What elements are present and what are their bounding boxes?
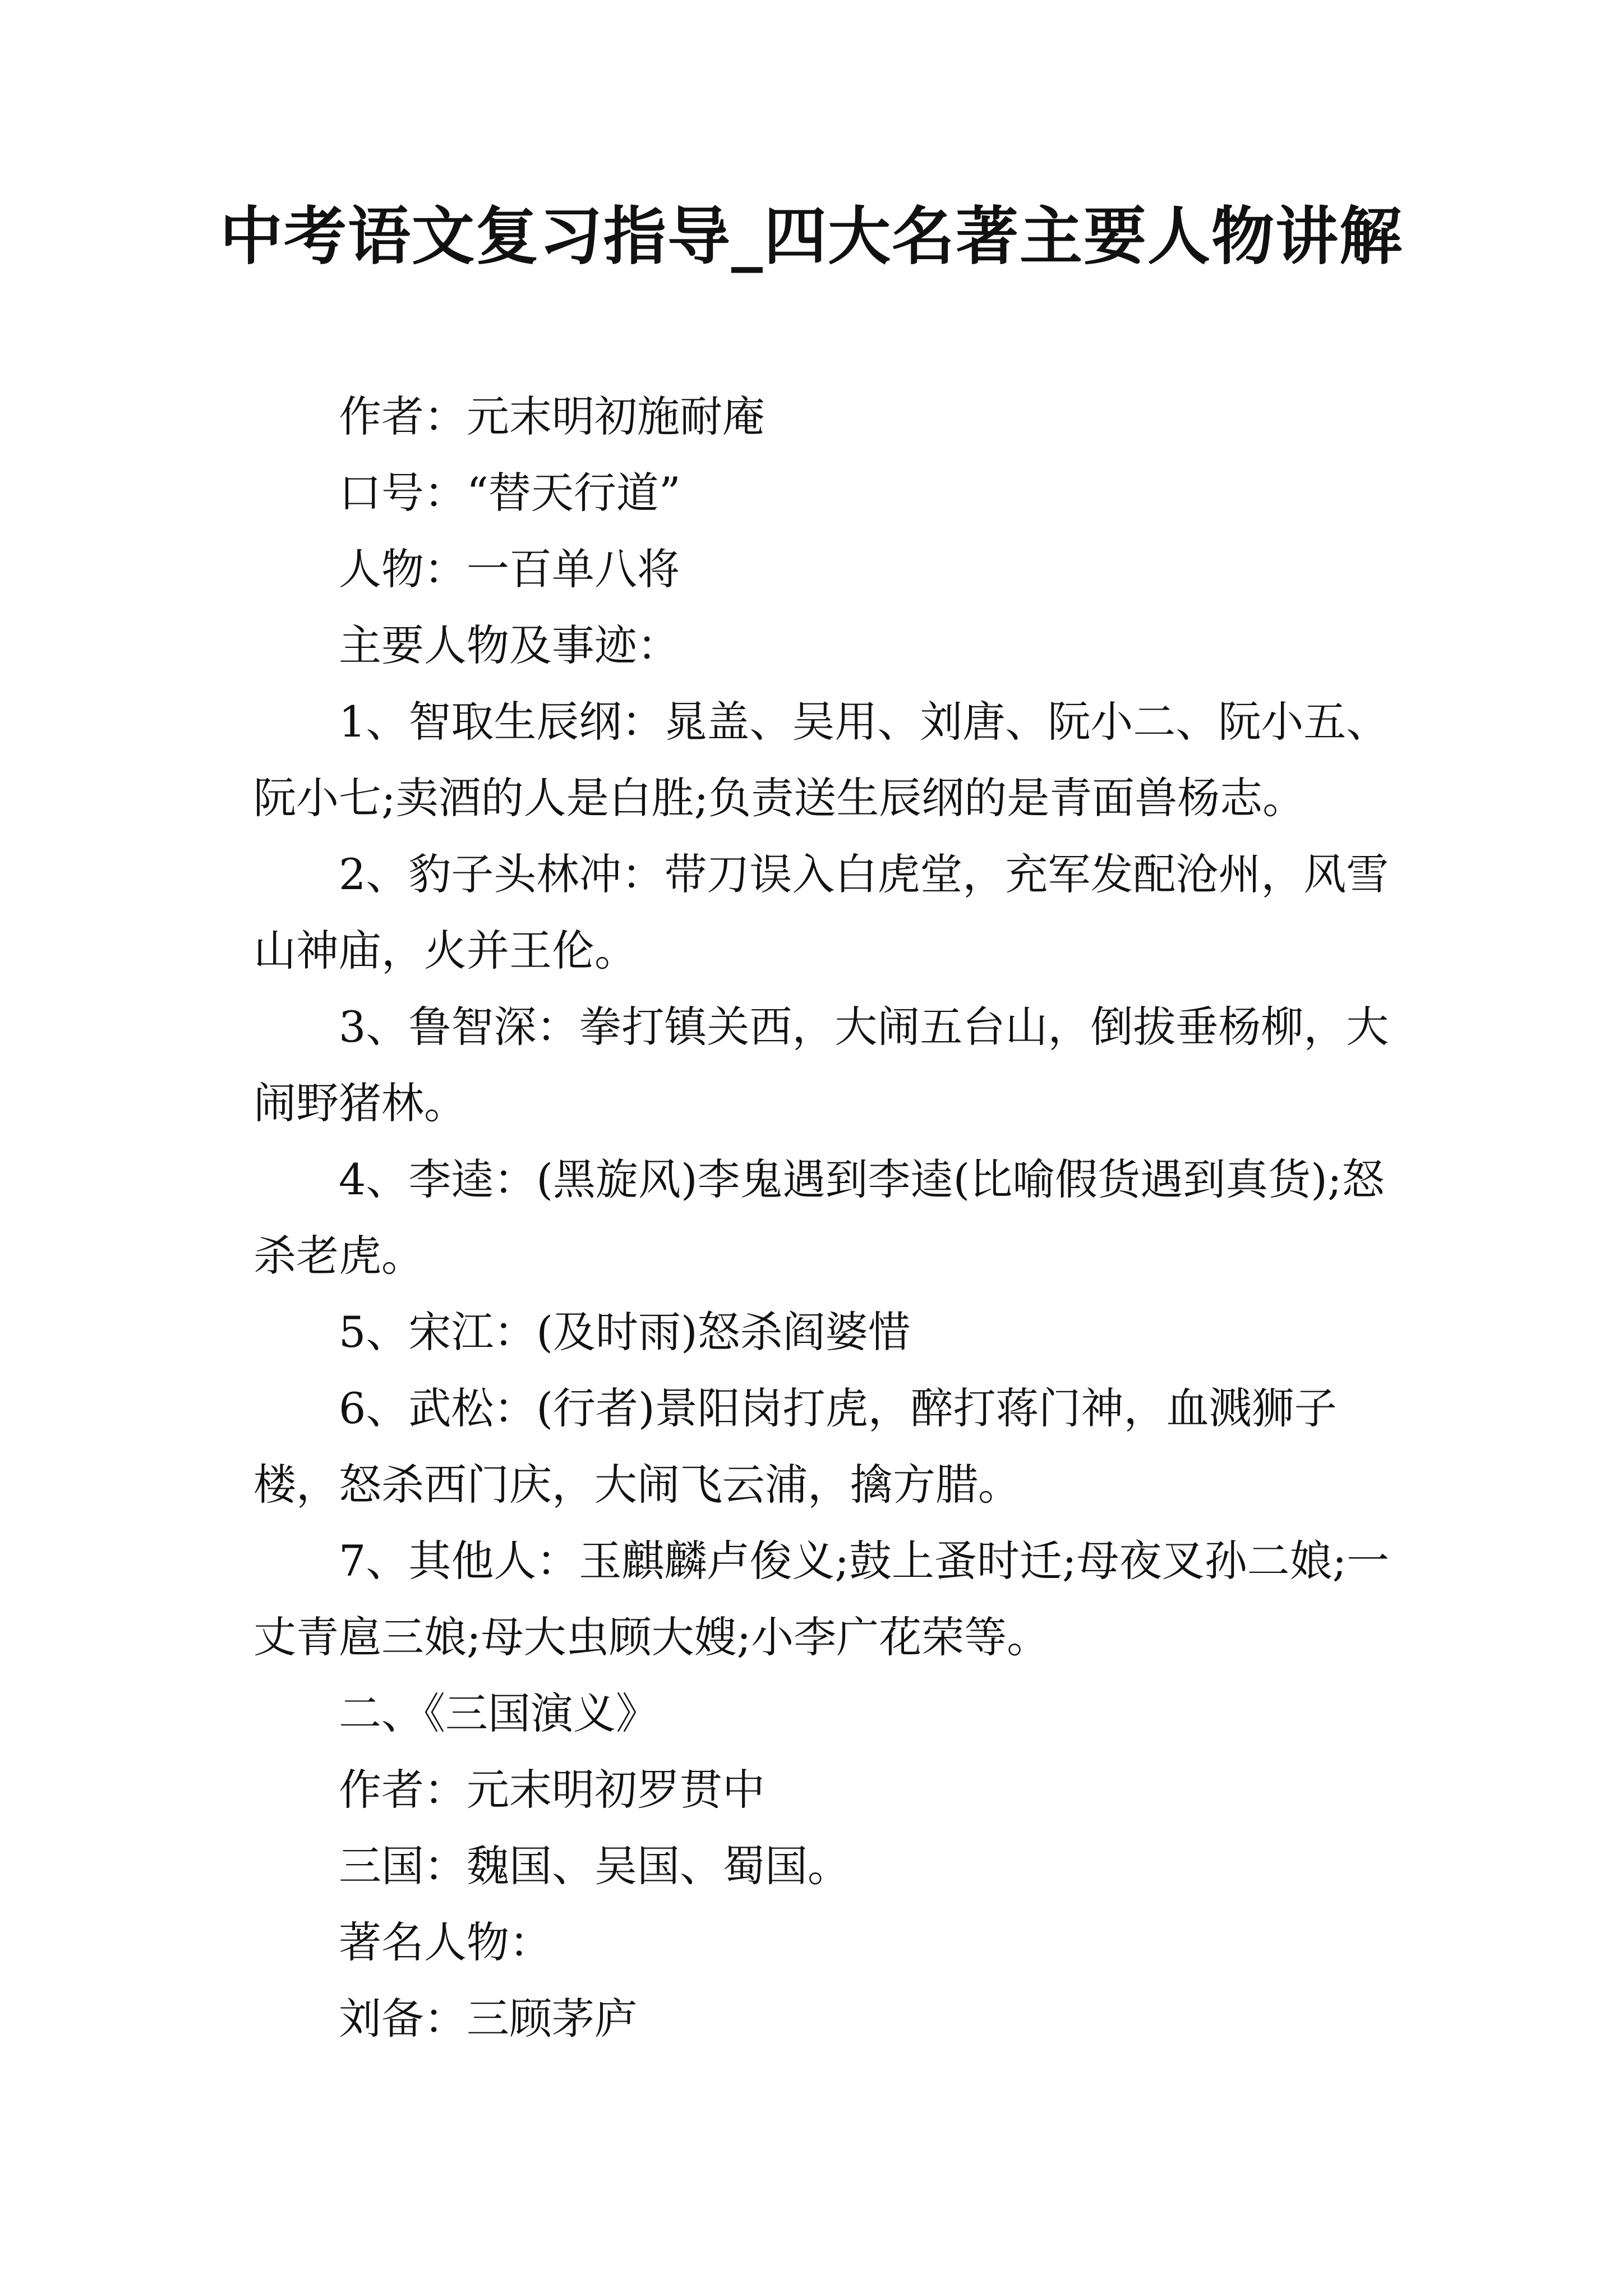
- paragraph-item-3: 3、鲁智深：拳打镇关西，大闹五台山，倒拔垂杨柳，大闹野猪林。: [253, 1002, 1389, 1128]
- paragraph-three-kingdoms: 三国：魏国、吴国、蜀国。: [339, 1841, 850, 1891]
- paragraph-item-4: 4、李逵：(黑旋风)李鬼遇到李逵(比喻假货遇到真货);怒杀老虎。: [253, 1154, 1385, 1281]
- paragraph-item-5: 5、宋江：(及时雨)怒杀阎婆惜: [339, 1307, 911, 1357]
- paragraph-main-characters-heading: 主要人物及事迹：: [339, 620, 680, 670]
- paragraph-item-2: 2、豹子头林冲：带刀误入白虎堂，充军发配沧州，风雪山神庙，火并王伦。: [253, 849, 1389, 976]
- paragraph-item-7: 7、其他人：玉麒麟卢俊义;鼓上蚤时迁;母夜叉孙二娘;一丈青扈三娘;母大虫顾大嫂;小李广花荣等。: [253, 1536, 1390, 1662]
- paragraph-section-heading: 二、《三国演义》: [339, 1688, 658, 1738]
- paragraph-author: 作者：元末明初施耐庵: [339, 392, 765, 441]
- paragraph-item-6: 6、武松：(行者)景阳岗打虎，醉打蒋门神，血溅狮子楼，怒杀西门庆，大闹飞云浦，擒方腊。: [253, 1383, 1337, 1510]
- document-title: 中考语文复习指导_四大名著主要人物讲解: [220, 200, 1403, 273]
- paragraph-liu-bei: 刘备：三顾茅庐: [339, 1994, 637, 2044]
- paragraph-slogan: 口号：“替天行道”: [339, 468, 681, 518]
- paragraph-item-1: 1、智取生辰纲：晁盖、吴用、刘唐、阮小二、阮小五、阮小七;卖酒的人是白胜;负责送生辰纲的是青面兽杨志。: [253, 697, 1389, 823]
- paragraph-characters: 人物：一百单八将: [339, 544, 680, 594]
- paragraph-famous-characters-heading: 著名人物：: [339, 1917, 552, 1967]
- document-body: [253, 379, 1403, 2057]
- paragraph-author-2: 作者：元末明初罗贯中: [339, 1765, 765, 1815]
